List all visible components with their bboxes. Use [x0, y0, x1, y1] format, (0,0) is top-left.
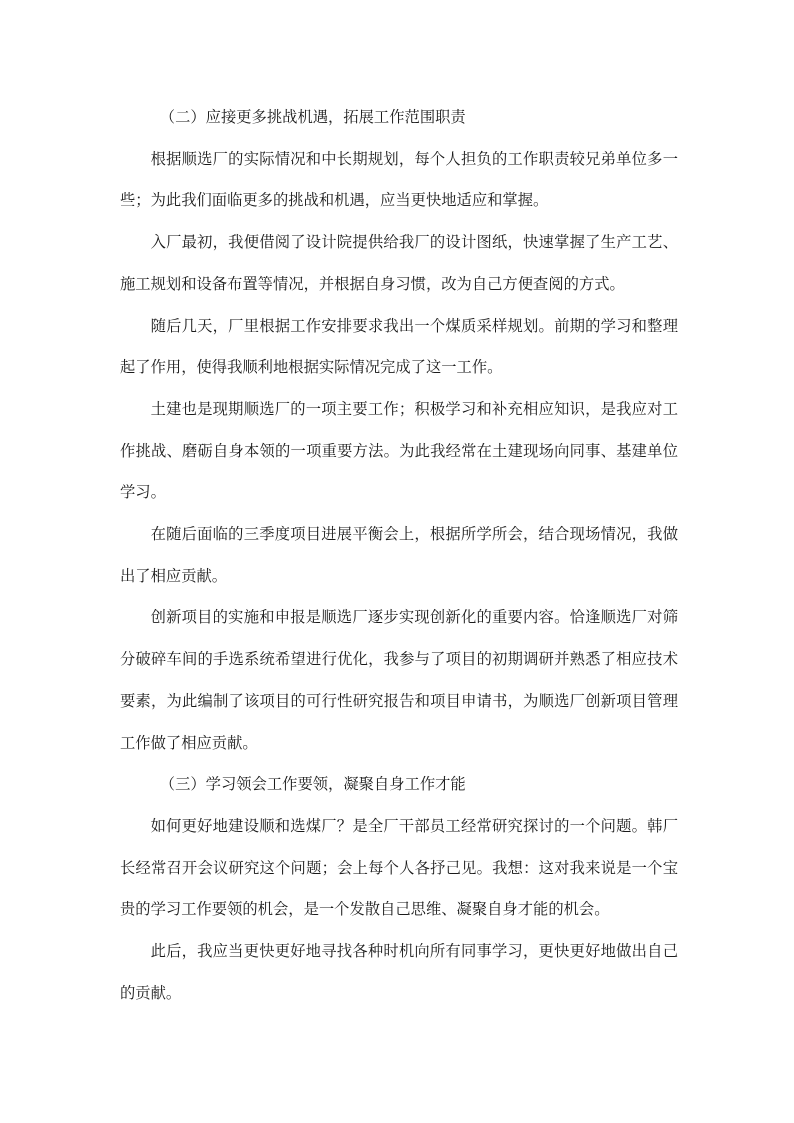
- paragraph: 如何更好地建设顺和选煤厂？是全厂干部员工经常研究探讨的一个问题。韩厂长经常召开会议研究这个问题；会上每个人各抒己见。我想：这对我来说是一个宝贵的学习工作要领的机会，是一个发散自己思维、凝聚自身才能的机会。: [120, 816, 678, 919]
- paragraph: 此后，我应当更快更好地寻找各种时机向所有同事学习，更快更好地做出自己的贡献。: [120, 942, 678, 1002]
- paragraph: 入厂最初，我便借阅了设计院提供给我厂的设计图纸，快速掌握了生产工艺、施工规划和设备布置等情况，并根据自身习惯，改为自己方便查阅的方式。: [120, 233, 678, 293]
- section-heading-2: （二）应接更多挑战机遇，拓展工作范围职责: [159, 108, 466, 126]
- paragraph: 在随后面临的三季度项目进展平衡会上，根据所学所会，结合现场情况，我做出了相应贡献。: [120, 525, 678, 585]
- section-heading-3: （三）学习领会工作要领，凝聚自身工作才能: [159, 775, 466, 794]
- paragraph: 土建也是现期顺选厂的一项主要工作；积极学习和补充相应知识，是我应对工作挑战、磨砺自身本领的一项重要方法。为此我经常在土建现场向同事、基建单位学习。: [120, 399, 678, 502]
- paragraph: 根据顺选厂的实际情况和中长期规划，每个人担负的工作职责较兄弟单位多一些；为此我们面临更多的挑战和机遇，应当更快地适应和掌握。: [120, 149, 678, 210]
- document-body: [120, 97, 678, 1014]
- paragraph: 创新项目的实施和申报是顺选厂逐步实现创新化的重要内容。恰逢顺选厂对筛分破碎车间的手选系统希望进行优化，我参与了项目的初期调研并熟悉了相应技术要素，为此编制了该项目的可行性研究报告和项目申请书，为顺选厂创新项目管理工作做了相应贡献。: [120, 608, 678, 752]
- paragraph: 随后几天，厂里根据工作安排要求我出一个煤质采样规划。前期的学习和整理起了作用，使得我顺利地根据实际情况完成了这一工作。: [120, 316, 678, 377]
